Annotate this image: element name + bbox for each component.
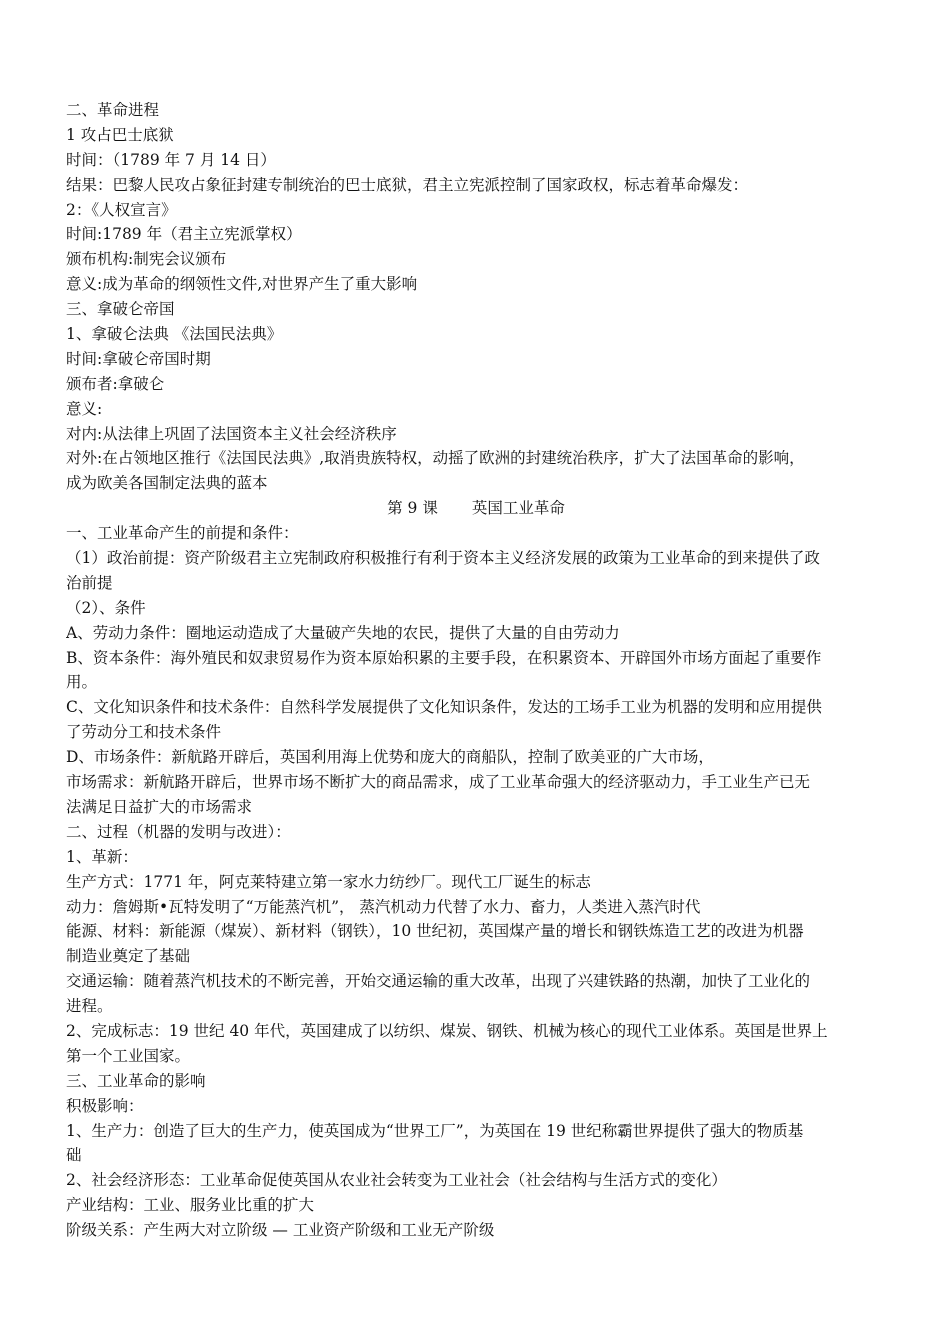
text-line: 对内:从法律上巩固了法国资本主义社会经济秩序: [66, 424, 397, 443]
text-line: 时间：（1789 年 7 月 14 日）: [66, 150, 276, 169]
text-line: 2、社会经济形态：工业革命促使英国从农业社会转变为工业社会（社会结构与生活方式的变化）: [66, 1171, 727, 1190]
subsection-heading: 1、拿破仑法典 《法国民法典》: [66, 325, 283, 344]
text-line: 2、完成标志：19 世纪 40 年代，英国建成了以纺织、煤炭、钢铁、机械为核心的现代工业体系。英国是世界上: [66, 1021, 828, 1040]
text-line: 对外:在占领地区推行《法国民法典》,取消贵族特权，动摇了欧洲的封建统治秩序，扩大了法国革命的影响，: [66, 449, 805, 468]
text-line: 产业结构：工业、服务业比重的扩大: [66, 1196, 315, 1215]
section-heading: 三、工业革命的影响: [66, 1071, 206, 1090]
text-line: B、资本条件：海外殖民和奴隶贸易作为资本原始积累的主要手段，在积累资本、开辟国外市场方面起了重要作: [66, 648, 822, 667]
subsection-heading: 积极影响：: [66, 1096, 144, 1115]
text-line: 成为欧美各国制定法典的蓝本: [66, 474, 268, 493]
text-line: A、劳动力条件：圈地运动造成了大量破产失地的农民，提供了大量的自由劳动力: [66, 623, 620, 642]
lesson-title: 英国工业革命: [471, 499, 565, 518]
lesson-heading: [66, 496, 886, 521]
text-line: 制造业奠定了基础: [66, 947, 191, 966]
text-line: D、市场条件：新航路开辟后，英国利用海上优势和庞大的商船队，控制了欧美亚的广大市场，: [66, 748, 714, 767]
subsection-heading: （2）、条件: [66, 598, 146, 617]
text-line: 阶级关系：产生两大对立阶级 — 工业资产阶级和工业无产阶级: [66, 1221, 495, 1240]
subsection-heading: 1、革新：: [66, 847, 138, 866]
text-line: 能源、材料：新能源（煤炭）、新材料（钢铁），10 世纪初，英国煤产量的增长和钢铁炼造工艺的改进为机器: [66, 922, 804, 941]
text-line: 市场需求：新航路开辟后，世界市场不断扩大的商品需求，成了工业革命强大的经济驱动力，手工业生产已无: [66, 773, 811, 792]
text-line: 时间:拿破仑帝国时期: [66, 349, 211, 368]
document-body: [66, 98, 886, 1243]
lesson-number: 第 9 课: [387, 499, 438, 518]
text-line: 颁布机构:制宪会议颁布: [66, 250, 227, 269]
text-line: 时间:1789 年（君主立宪派掌权）: [66, 225, 302, 244]
text-line: （1）政治前提：资产阶级君主立宪制政府积极推行有利于资本主义经济发展的政策为工业革命的到来提供了政: [66, 549, 820, 568]
text-line: 意义:成为革命的纲领性文件,对世界产生了重大影响: [66, 275, 418, 294]
text-line: 结果：巴黎人民攻占象征封建专制统治的巴士底狱，君主立宪派控制了国家政权，标志着革命爆发：: [66, 175, 749, 194]
text-line: 意义:: [66, 399, 103, 418]
text-line: 交通运输：随着蒸汽机技术的不断完善，开始交通运输的重大改革，出现了兴建铁路的热潮，加快了工业化的: [66, 972, 811, 991]
text-line: 用。: [66, 673, 98, 692]
section-heading: 一、工业革命产生的前提和条件：: [66, 524, 299, 543]
text-line: 了劳动分工和技术条件: [66, 723, 222, 742]
section-heading: 二、革命进程: [66, 101, 160, 119]
subsection-heading: 1 攻占巴士底狱: [66, 125, 174, 144]
section-heading: 二、过程（机器的发明与改进）：: [66, 822, 291, 841]
text-line: 生产方式：1771 年，阿克莱特建立第一家水力纺纱厂。现代工厂诞生的标志: [66, 872, 591, 891]
text-line: 1、生产力：创造了巨大的生产力，使英国成为“世界工厂”，为英国在 19 世纪称霸世界提供了强大的物质基: [66, 1121, 804, 1140]
text-line: 法满足日益扩大的市场需求: [66, 797, 253, 816]
text-line: C、文化知识条件和技术条件：自然科学发展提供了文化知识条件，发达的工场手工业为机器的发明和应用提供: [66, 698, 822, 717]
subsection-heading: 2：《人权宣言》: [66, 200, 177, 219]
text-line: 进程。: [66, 997, 113, 1016]
section-heading: 三、拿破仑帝国: [66, 300, 175, 319]
text-line: 第一个工业国家。: [66, 1046, 191, 1065]
text-line: 础: [66, 1146, 82, 1165]
text-line: 治前提: [66, 573, 113, 592]
text-line: 动力：詹姆斯•瓦特发明了“万能蒸汽机”， 蒸汽机动力代替了水力、畜力，人类进入蒸汽时代: [66, 897, 701, 916]
text-line: 颁布者:拿破仑: [66, 374, 165, 393]
